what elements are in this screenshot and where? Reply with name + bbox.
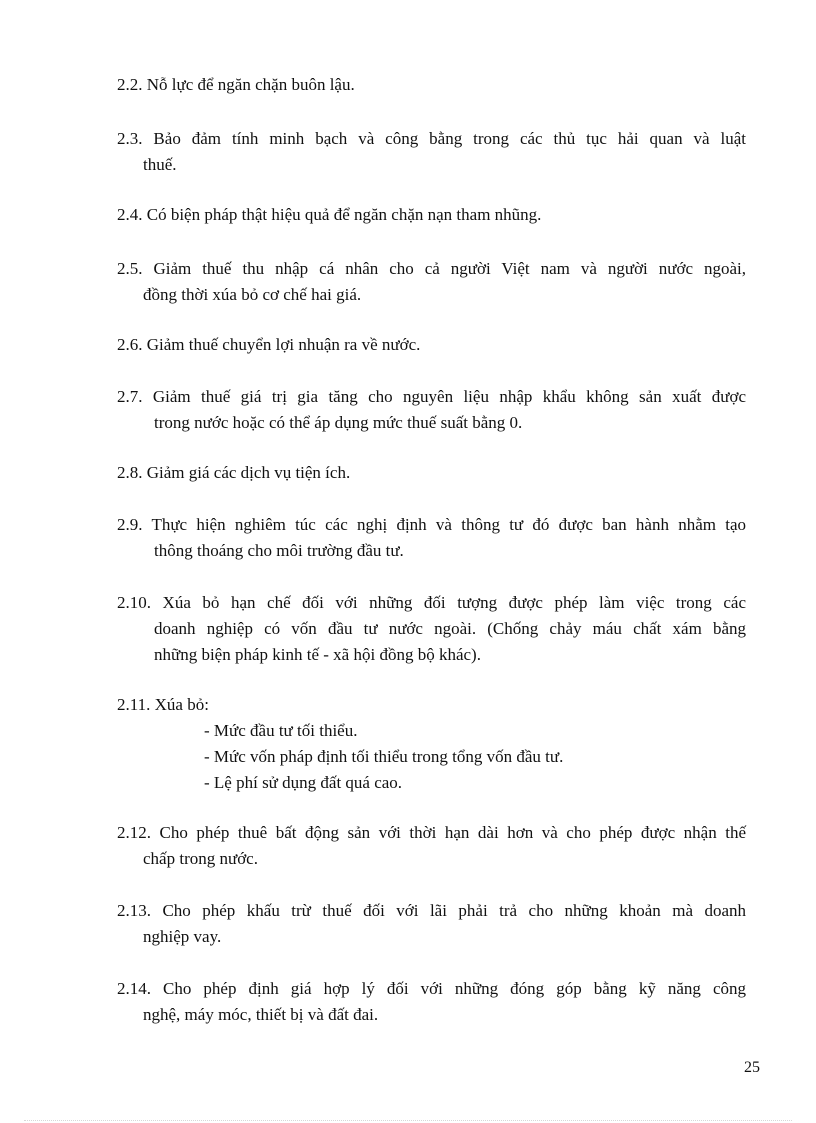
item-line: 2.14. Cho phép định giá hợp lý đối với những đóng góp bằng kỹ năng công (117, 979, 746, 998)
item-line: những biện pháp kinh tế - xã hội đồng bộ khác). (154, 645, 481, 664)
item-line: 2.13. Cho phép khấu trừ thuế đối với lãi phải trả cho những khoản mà doanh (117, 901, 746, 920)
item-line: 2.6. Giảm thuế chuyển lợi nhuận ra về nước. (117, 335, 421, 354)
item-line: nghệ, máy móc, thiết bị và đất đai. (143, 1005, 379, 1024)
item-line: 2.5. Giảm thuế thu nhập cá nhân cho cả người Việt nam và người nước ngoài, (117, 259, 746, 278)
item-line: 2.9. Thực hiện nghiêm túc các nghị định và thông tư đó được ban hành nhằm tạo (117, 515, 746, 534)
list-item-2-5 (117, 256, 746, 308)
list-item-2-11 (117, 692, 746, 718)
page-bottom-divider (24, 1120, 792, 1121)
item-line: chấp trong nước. (143, 849, 258, 868)
item-line: 2.11. Xúa bỏ: (117, 695, 209, 714)
item-line: trong nước hoặc có thể áp dụng mức thuế suất bằng 0. (154, 413, 523, 432)
list-item-2-9 (117, 512, 746, 564)
sub-item: - Mức vốn pháp định tối thiểu trong tổng vốn đầu tư. (204, 747, 564, 766)
item-line: 2.4. Có biện pháp thật hiệu quả để ngăn chặn nạn tham nhũng. (117, 205, 542, 224)
list-item-2-3 (117, 126, 746, 178)
list-item-2-13 (117, 898, 746, 950)
item-line: 2.3. Bảo đảm tính minh bạch và công bằng trong các thủ tục hải quan và luật (117, 129, 746, 148)
list-item-2-12 (117, 820, 746, 872)
list-item-2-4 (117, 202, 746, 228)
list-item-2-8 (117, 460, 746, 486)
item-line: 2.2. Nỗ lực để ngăn chặn buôn lậu. (117, 75, 355, 94)
list-item-2-6 (117, 332, 746, 358)
item-line: 2.7. Giảm thuế giá trị gia tăng cho nguyên liệu nhập khẩu không sản xuất được (117, 387, 746, 406)
item-line: 2.8. Giảm giá các dịch vụ tiện ích. (117, 463, 351, 482)
list-item-2-14 (117, 976, 746, 1028)
page-number: 25 (744, 1059, 760, 1076)
item-line: thuế. (143, 155, 177, 174)
item-line: đồng thời xúa bỏ cơ chế hai giá. (143, 285, 362, 304)
item-line: doanh nghiệp có vốn đầu tư nước ngoài. (Chống chảy máu chất xám bằng (154, 619, 746, 638)
list-item-2-2 (117, 72, 746, 98)
sub-list (204, 718, 563, 796)
item-line: 2.12. Cho phép thuê bất động sản với thời hạn dài hơn và cho phép được nhận thế (117, 823, 746, 842)
item-line: 2.10. Xúa bỏ hạn chế đối với những đối tượng được phép làm việc trong các (117, 593, 746, 612)
item-line: thông thoáng cho môi trường đầu tư. (154, 541, 404, 560)
item-line: nghiệp vay. (143, 927, 222, 946)
sub-item: - Mức đầu tư tối thiểu. (204, 721, 358, 740)
list-item-2-7 (117, 384, 746, 436)
sub-item: - Lệ phí sử dụng đất quá cao. (204, 773, 403, 792)
list-item-2-10 (117, 590, 746, 668)
